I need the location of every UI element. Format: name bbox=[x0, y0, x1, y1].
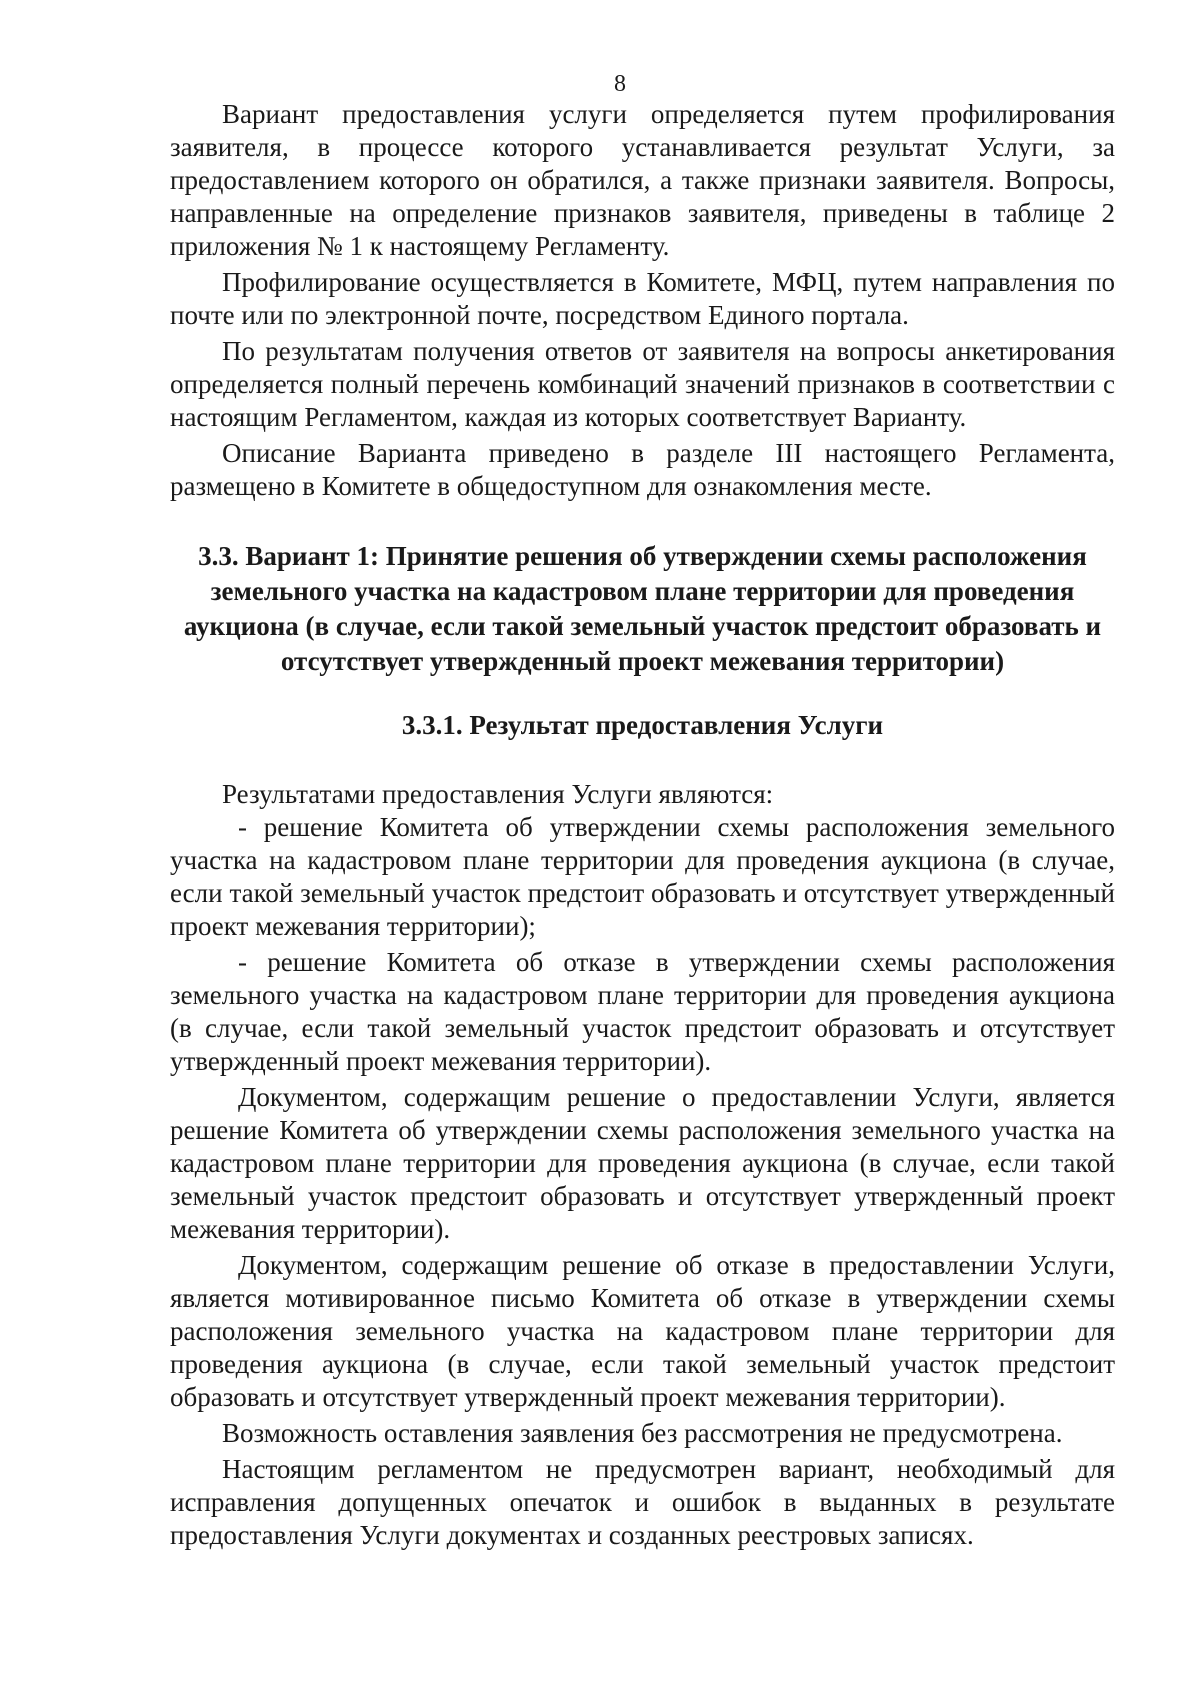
results-lead: Результатами предоставления Услуги являются: bbox=[222, 779, 774, 809]
paragraph-refusal-document: Документом, содержащим решение об отказе в предоставлении Услуги, является мотивированное письмо Комитета об отказе в утверждении схемы расположения земельного участка на кадастровом плане территории для проведения аукциона (в случае, если такой земельный участок предстоит образовать и отсутствует утвержденный проект межевания территории). bbox=[170, 1250, 1115, 1412]
section-heading: 3.3. Вариант 1: Принятие решения об утверждении схемы расположения земельного участка на кадастровом плане территории для проведения аукциона (в случае, если такой земельный участок предстоит образовать и отсутствует утвержденный проект межевания территории) bbox=[183, 541, 1102, 676]
paragraph-no-correction-variant: Настоящим регламентом не предусмотрен вариант, необходимый для исправления допущенных опечаток и ошибок в выданных в результате предоставления Услуги документах и созданных реестровых записях. bbox=[170, 1454, 1115, 1550]
paragraph-no-leaving-without-review: Возможность оставления заявления без рассмотрения не предусмотрена. bbox=[222, 1418, 1063, 1448]
result-item-approval: - решение Комитета об утверждении схемы расположения земельного участка на кадастровом плане территории для проведения аукциона (в случае, если такой земельный участок предстоит образовать и отсутствует утвержденный проект межевания территории); bbox=[170, 812, 1115, 941]
subsection-heading: 3.3.1. Результат предоставления Услуги bbox=[401, 710, 884, 740]
result-item-refusal: - решение Комитета об отказе в утверждении схемы расположения земельного участка на кадастровом плане территории для проведения аукциона (в случае, если такой земельный участок предстоит образовать и отсутствует утвержденный проект межевания территории). bbox=[170, 947, 1115, 1076]
document-body bbox=[170, 98, 1115, 1555]
paragraph-survey-results: По результатам получения ответов от заявителя на вопросы анкетирования определяется полный перечень комбинаций значений признаков в соответствии с настоящим Регламентом, каждая из которых соответствует Варианту. bbox=[170, 336, 1115, 432]
paragraph-variant-description: Описание Варианта приведено в разделе III настоящего Регламента, размещено в Комитете в общедоступном для ознакомления месте. bbox=[170, 438, 1115, 501]
page-number: 8 bbox=[614, 71, 626, 97]
paragraph-decision-document: Документом, содержащим решение о предоставлении Услуги, является решение Комитета об утверждении схемы расположения земельного участка на кадастровом плане территории для проведения аукциона (в случае, если такой земельный участок предстоит образовать и отсутствует утвержденный проект межевания территории). bbox=[170, 1082, 1115, 1244]
paragraph-variant-profiling: Вариант предоставления услуги определяется путем профилирования заявителя, в процессе которого устанавливается результат Услуги, за предоставлением которого он обратился, а также признаки заявителя. Вопросы, направленные на определение признаков заявителя, приведены в таблице 2 приложения № 1 к настоящему Регламенту. bbox=[170, 99, 1115, 261]
paragraph-profiling-channels: Профилирование осуществляется в Комитете, МФЦ, путем направления по почте или по электронной почте, посредством Единого портала. bbox=[170, 267, 1115, 330]
